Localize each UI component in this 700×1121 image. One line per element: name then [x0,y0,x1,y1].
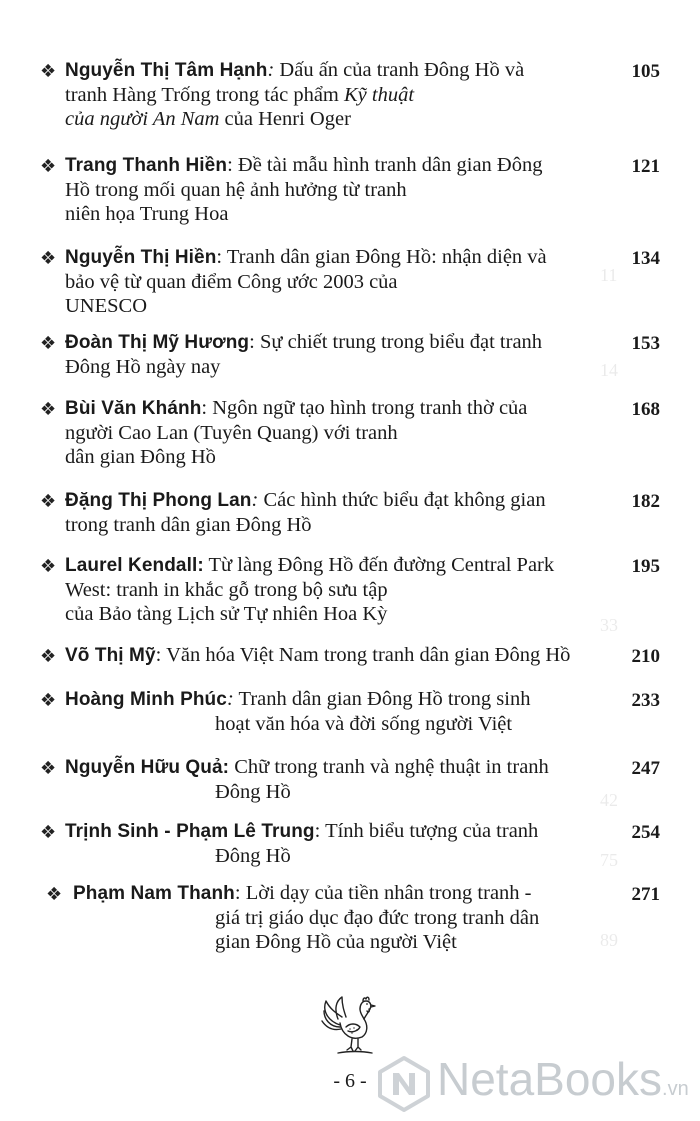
diamond-bullet-icon: ❖ [40,646,57,667]
entry-author: Phạm Nam Thanh [73,883,235,904]
entry-title: Lời dạy của tiền nhân trong tranh - [240,882,532,904]
diamond-bullet-icon: ❖ [40,399,57,420]
entry-title: UNESCO [65,295,148,317]
entry-title: của Henri Oger [219,108,351,130]
entry-title: Chữ trong tranh và nghệ thuật in tranh [229,756,549,778]
entry-page-number: 153 [631,333,660,354]
diamond-bullet-icon: ❖ [40,690,57,711]
entry-title: Ngôn ngữ tạo hình trong tranh thờ của [207,397,528,419]
entry-page-number: 233 [631,690,660,711]
entry-separator: : [267,59,275,81]
entry-page-number: 134 [631,248,660,269]
entry-title: Đông Hồ [215,845,291,867]
entry-author: Nguyễn Thị Hiền [65,247,217,268]
entry-separator: : [226,688,234,710]
entry-page-number: 182 [631,491,660,512]
entry-title: Từ làng Đông Hồ đến đường Central Park [203,554,555,576]
entry-title: Tính biểu tượng của tranh [320,820,539,842]
entry-author: Đoàn Thị Mỹ Hương [65,332,250,353]
entry-page-number: 210 [631,646,660,667]
entry-title: Sự chiết trung trong biểu đạt tranh [254,331,543,353]
entry-author: Trịnh Sinh - Phạm Lê Trung [65,821,315,842]
entry-separator: : [227,154,233,176]
entry-page-number: 254 [631,822,660,843]
entry-author: Trang Thanh Hiền [65,155,228,176]
entry-title: hoạt văn hóa và đời sống người Việt [215,713,513,735]
entry-title: người Cao Lan (Tuyên Quang) với tranh [65,422,398,444]
entry-title: giá trị giáo dục đạo đức trong tranh dân [215,907,540,929]
page-bleed-through: 11 14 33 42 75 89 [600,265,618,950]
diamond-bullet-icon: ❖ [40,156,57,177]
diamond-bullet-icon: ❖ [40,491,57,512]
entry-separator: : [234,882,241,904]
diamond-bullet-icon: ❖ [40,822,57,843]
watermark-suffix: .vn [662,1078,689,1100]
entry-page-number: 195 [631,556,660,577]
entry-separator: : [201,397,208,419]
entry-title: Đề tài mẫu hình tranh dân gian Đông [232,154,543,176]
diamond-bullet-icon: ❖ [46,884,63,905]
entry-title: Hồ trong mối quan hệ ảnh hưởng từ tranh [65,179,407,201]
entry-title: trong tranh dân gian Đông Hồ [65,514,312,536]
entry-title: Đông Hồ ngày nay [65,356,221,378]
entry-separator: : [251,489,259,511]
page-number: - 6 - [333,1070,367,1092]
entry-page-number: 271 [631,884,660,905]
entry-title: của Bảo tàng Lịch sử Tự nhiên Hoa Kỳ [65,603,388,625]
entry-title: West: tranh in khắc gỗ trong bộ sưu tập [65,579,388,601]
entry-page-number: 247 [631,758,660,779]
entry-author: Laurel Kendall: [65,555,204,576]
entry-author: Đặng Thị Phong Lan [65,490,252,511]
watermark-brand: NetaBooks [437,1053,663,1105]
entry-author: Hoàng Minh Phúc [65,689,227,710]
entry-separator: : [155,644,162,666]
entry-author: Bùi Văn Khánh [65,398,202,419]
entry-title: Đông Hồ [215,781,291,803]
entry-title: Kỹ thuật [344,84,415,106]
entry-title: gian Đông Hồ của người Việt [215,931,457,953]
entry-title: Tranh dân gian Đông Hồ trong sinh [233,688,531,710]
entry-title: dân gian Đông Hồ [65,446,216,468]
entry-author: Nguyễn Thị Tâm Hạnh [65,60,268,81]
entry-title: của người An Nam [65,108,220,130]
diamond-bullet-icon: ❖ [40,556,57,577]
entry-title: niên họa Trung Hoa [65,203,229,225]
rooster-icon [318,995,378,1057]
entry-page-number: 105 [631,61,660,82]
entry-separator: : [314,820,321,842]
entry-separator: : [216,246,223,268]
entry-title: bảo vệ từ quan điểm Công ước 2003 của [65,271,398,293]
entry-page-number: 168 [631,399,660,420]
entry-title: tranh Hàng Trống trong tác phẩm [65,84,344,106]
entry-title: Tranh dân gian Đông Hồ: nhận diện và [222,246,547,268]
entry-title: Văn hóa Việt Nam trong tranh dân gian Đông Hồ [161,644,571,666]
entry-page-number: 121 [631,156,660,177]
entry-author: Nguyễn Hữu Quả: [65,757,230,778]
entry-separator: : [249,331,255,353]
entry-title: Các hình thức biểu đạt không gian [258,489,546,511]
diamond-bullet-icon: ❖ [40,333,57,354]
diamond-bullet-icon: ❖ [40,248,57,269]
entry-title: Dấu ấn của tranh Đông Hồ và [274,59,525,81]
entry-author: Võ Thị Mỹ [65,645,156,666]
diamond-bullet-icon: ❖ [40,758,57,779]
diamond-bullet-icon: ❖ [40,61,57,82]
